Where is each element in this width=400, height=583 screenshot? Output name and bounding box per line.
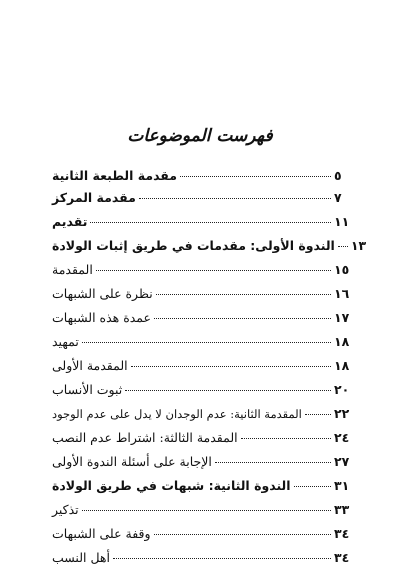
toc-entry [52, 526, 352, 542]
toc-entry-title: مقدمة المركز [52, 190, 136, 205]
dot-leader [215, 462, 331, 463]
dot-leader [82, 342, 331, 343]
toc-entry-page: ١٨ [334, 358, 350, 373]
dot-leader [131, 366, 331, 367]
dot-leader [241, 438, 331, 439]
toc-entry-title: الندوة الثانية: شبهات في طريق الولادة [52, 478, 291, 493]
toc-entry [52, 358, 352, 374]
toc-entry-page: ١٥ [334, 262, 350, 277]
toc-entry-page: ٣٤ [334, 526, 350, 541]
toc-entry [52, 454, 352, 470]
dot-leader [156, 294, 331, 295]
toc-entry-page: ٢٧ [334, 454, 350, 469]
toc-entry-title: عمدة هذه الشبهات [52, 310, 151, 325]
toc-entry-page: ٢٠ [334, 382, 350, 397]
toc-entry-title: مقدمة الطبعة الثانية [52, 168, 178, 183]
dot-leader [154, 318, 331, 319]
toc-entry-title: تمهيد [52, 334, 79, 349]
toc-entry-title: المقدمة الثانية: عدم الوجدان لا يدل على عدم الوجود [52, 407, 302, 421]
toc-entry-title: المقدمة الثالثة: اشتراط عدم النصب [52, 430, 238, 445]
toc-entry-title: المقدمة [52, 262, 93, 277]
toc-entry-page: ٥ [334, 168, 342, 183]
toc-entry [52, 286, 352, 302]
toc-entry-page: ٢٤ [334, 430, 350, 445]
toc-entry-page: ١٧ [334, 310, 350, 325]
dot-leader [90, 222, 331, 223]
dot-leader [305, 414, 331, 415]
toc-entry-page: ١٣ [350, 238, 367, 253]
toc-entry-title: الإجابة على أسئلة الندوة الأولى [52, 454, 212, 469]
toc-entry-page: ٣٣ [334, 502, 350, 517]
toc-entry-page: ١٨ [334, 334, 350, 349]
toc-entry-title: تذكير [52, 502, 79, 517]
toc-entry-title: ثبوت الأنساب [52, 382, 123, 397]
toc-entry-page: ٧ [334, 190, 342, 205]
toc-entry [52, 334, 352, 350]
toc-entry-title: أهل النسب [52, 550, 110, 565]
toc-entry-title: الندوة الأولى: مقدمات في طريق إثبات الولادة [52, 238, 335, 253]
toc-entry-page: ٢٢ [334, 406, 350, 421]
dot-leader [113, 558, 331, 559]
dot-leader [96, 270, 331, 271]
dot-leader [154, 534, 331, 535]
dot-leader [139, 198, 331, 199]
toc-entry-page: ٣١ [334, 478, 350, 493]
toc-entry-page: ٣٤ [334, 550, 350, 565]
toc-entry-page: ١٦ [334, 286, 350, 301]
toc-entry [52, 168, 352, 184]
toc-entry [52, 262, 352, 278]
toc-entry-title: تقديم [52, 214, 88, 229]
toc-entry [52, 214, 352, 230]
toc-entry [52, 430, 352, 446]
toc-entry-title: المقدمة الأولى [52, 358, 128, 373]
toc-entry-page: ١١ [334, 214, 350, 229]
page-title: فهرست الموضوعات [127, 126, 273, 146]
toc-entry-title: نظرة على الشبهات [52, 286, 153, 301]
dot-leader [180, 176, 331, 177]
toc-entry [52, 406, 352, 422]
toc-entry [52, 382, 352, 398]
toc-entry [52, 238, 367, 254]
toc-entry [52, 190, 352, 206]
toc-entry [52, 310, 352, 326]
dot-leader [338, 246, 348, 247]
dot-leader [82, 510, 331, 511]
dot-leader [125, 390, 331, 391]
toc-entry [52, 502, 352, 518]
toc-entry [52, 550, 352, 566]
dot-leader [294, 486, 331, 487]
toc-entry [52, 478, 352, 494]
toc-entry-title: وقفة على الشبهات [52, 526, 151, 541]
